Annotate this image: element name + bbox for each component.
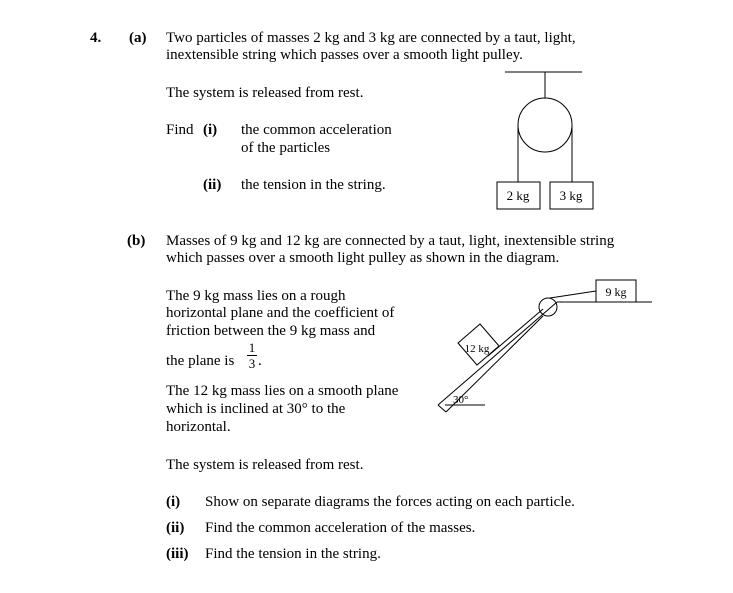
part-a-intro-line1: Two particles of masses 2 kg and 3 kg are connected by a taut, light, bbox=[166, 30, 576, 46]
part-b-desc-line1: The 9 kg mass lies on a rough bbox=[166, 288, 346, 304]
incline-pulley-wheel bbox=[539, 298, 557, 316]
mass-9kg-label: 9 kg bbox=[605, 285, 627, 299]
part-b-intro-line2: which passes over a smooth light pulley as shown in the diagram. bbox=[166, 250, 560, 266]
part-b-desc-line2: horizontal plane and the coefficient of bbox=[166, 305, 395, 321]
fraction-denominator: 3 bbox=[248, 356, 256, 371]
part-b-desc-line3: friction between the 9 kg mass and bbox=[166, 323, 376, 339]
part-b-task-text: Find the common acceleration of the masses. bbox=[205, 520, 476, 536]
part-b-task-label: (iii) bbox=[166, 546, 189, 562]
mass-2kg-label: 2 kg bbox=[506, 188, 530, 203]
string-horizontal bbox=[550, 291, 596, 298]
find-label: Find bbox=[166, 122, 194, 138]
mass-12kg-label: 12 kg bbox=[464, 343, 490, 355]
pulley-wheel bbox=[518, 98, 572, 152]
part-b-desc-line4: the plane is bbox=[166, 353, 235, 369]
part-b-task-text: Show on separate diagrams the forces acting on each particle. bbox=[205, 494, 575, 510]
part-a-released: The system is released from rest. bbox=[166, 85, 364, 101]
part-a-i-label: (i) bbox=[203, 122, 218, 138]
mass-3kg-label: 3 kg bbox=[559, 188, 583, 203]
fraction-period: . bbox=[258, 353, 262, 369]
part-a-i-line1: the common acceleration bbox=[241, 122, 392, 138]
part-b-intro-line1: Masses of 9 kg and 12 kg are connected by a taut, light, inextensible string bbox=[166, 233, 615, 249]
angle-label: 30° bbox=[453, 394, 469, 406]
part-a-i-line2: of the particles bbox=[241, 140, 331, 156]
fraction-numerator: 1 bbox=[248, 340, 256, 355]
part-b-released: The system is released from rest. bbox=[166, 457, 364, 473]
part-a-intro-line2: inextensible string which passes over a smooth light pulley. bbox=[166, 47, 523, 63]
part-a-label: (a) bbox=[129, 30, 147, 46]
part-b-task-text: Find the tension in the string. bbox=[205, 546, 381, 562]
part-a-ii-text: the tension in the string. bbox=[241, 177, 386, 193]
part-b-desc-line5: The 12 kg mass lies on a smooth plane bbox=[166, 383, 399, 399]
part-b-task-label: (i) bbox=[166, 494, 181, 510]
incline-base-edge bbox=[438, 405, 446, 412]
part-b-desc-line7: horizontal. bbox=[166, 419, 231, 435]
question-number: 4. bbox=[90, 30, 102, 46]
incline-surface bbox=[438, 302, 557, 405]
part-a-ii-label: (ii) bbox=[203, 177, 222, 193]
part-b-desc-line6: which is inclined at 30° to the bbox=[166, 401, 346, 417]
part-b-label: (b) bbox=[127, 233, 146, 249]
part-b-task-label: (ii) bbox=[166, 520, 185, 536]
